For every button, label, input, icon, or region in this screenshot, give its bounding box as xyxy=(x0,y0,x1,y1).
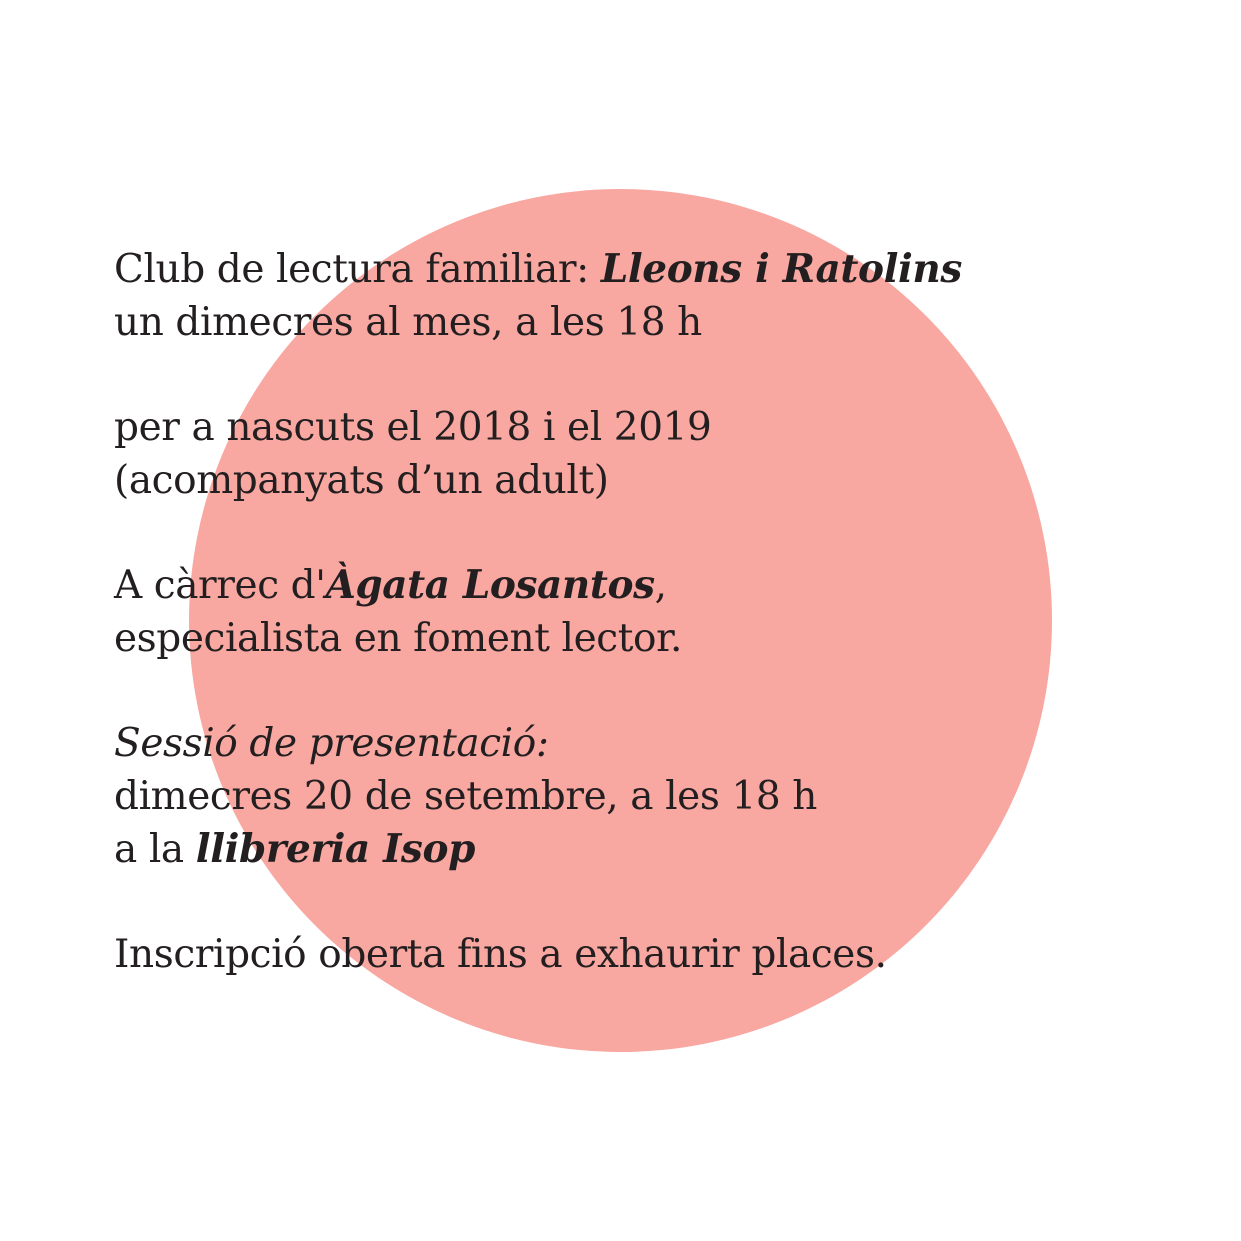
host-suffix: , xyxy=(654,563,667,608)
session-paragraph xyxy=(114,717,1154,876)
audience-paragraph xyxy=(114,401,1154,507)
host-paragraph xyxy=(114,559,1154,665)
club-name: Lleons i Ratolins xyxy=(600,246,962,292)
session-place-prefix: a la xyxy=(114,827,196,872)
session-date: dimecres 20 de setembre, a les 18 h xyxy=(114,774,818,819)
club-title-prefix: Club de lectura familiar: xyxy=(114,247,601,292)
session-label: Sessió de presentació: xyxy=(114,721,549,766)
registration-paragraph xyxy=(114,928,1154,981)
host-name: Àgata Losantos xyxy=(325,562,655,608)
host-role: especialista en foment lector. xyxy=(114,616,683,661)
club-title-line xyxy=(114,243,1154,296)
session-place-line xyxy=(114,823,1154,876)
host-prefix: A càrrec d' xyxy=(114,563,326,608)
session-place-name: llibreria Isop xyxy=(195,826,475,872)
club-schedule: un dimecres al mes, a les 18 h xyxy=(114,300,702,345)
registration-text: Inscripció oberta fins a exhaurir places. xyxy=(114,932,887,977)
audience-note: (acompanyats d’un adult) xyxy=(114,458,609,503)
audience-ages: per a nascuts el 2018 i el 2019 xyxy=(114,405,712,450)
club-paragraph xyxy=(114,243,1154,349)
host-line xyxy=(114,559,1154,612)
event-info xyxy=(114,243,1154,981)
